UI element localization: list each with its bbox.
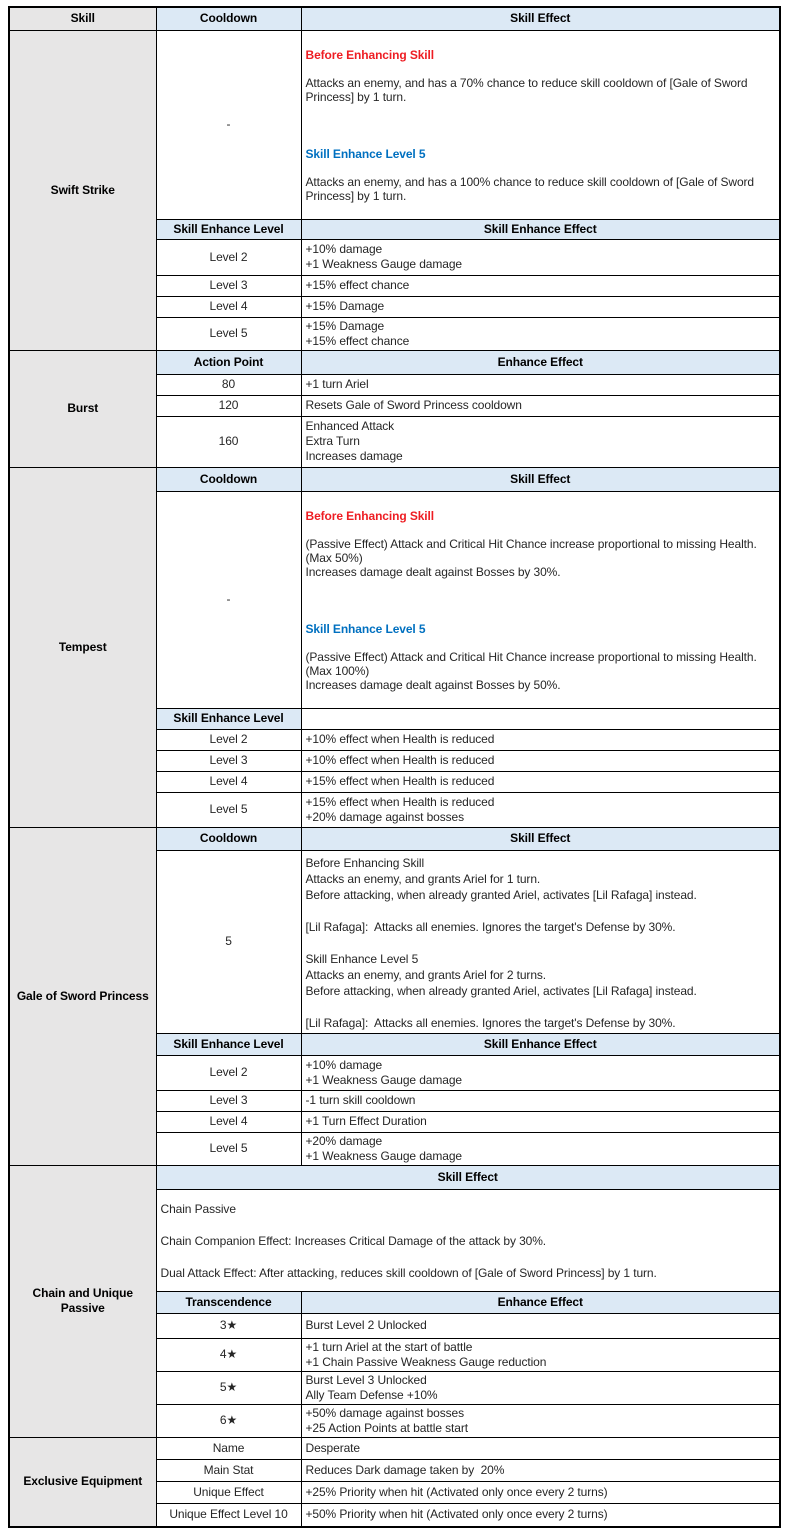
exclusive-value: +50% Priority when hit (Activated only once every 2 turns) <box>301 1503 780 1527</box>
before-enhancing-body: Attacks an enemy, and has a 70% chance to reduce skill cooldown of [Gale of Sword Princess] by 1 turn. <box>305 75 748 104</box>
burst-ap: 160 <box>156 416 301 467</box>
skill-name-exclusive-equipment: Exclusive Equipment <box>9 1437 156 1527</box>
chain-effect-cell: Chain Passive Chain Companion Effect: Increases Critical Damage of the attack by 30%. Dual Attack Effect: After attacking, reduces skill cooldown of [Gale of Sword Princess] by 1 turn. <box>156 1189 780 1291</box>
exclusive-value: Desperate <box>301 1437 780 1459</box>
chain-transcendence-header: Transcendence <box>156 1291 301 1313</box>
level-effect: +15% effect when Health is reduced +20% damage against bosses <box>301 792 780 827</box>
header-cooldown: Cooldown <box>156 7 301 30</box>
exclusive-label: Unique Effect <box>156 1481 301 1503</box>
swift-strike-effect-cell <box>301 30 780 219</box>
gale-enhance-level-header: Skill Enhance Level <box>156 1033 301 1055</box>
burst-ap: 120 <box>156 395 301 416</box>
level-label: Level 3 <box>156 275 301 296</box>
exclusive-label: Name <box>156 1437 301 1459</box>
exclusive-value: Reduces Dark damage taken by 20% <box>301 1459 780 1481</box>
gale-cooldown: 5 <box>156 850 301 1033</box>
burst-ap: 80 <box>156 374 301 395</box>
level-effect: +15% Damage <box>301 296 780 317</box>
chain-enhance-effect-header: Enhance Effect <box>301 1291 780 1313</box>
skill-name-swift-strike: Swift Strike <box>9 30 156 350</box>
skill-table <box>8 6 781 1528</box>
swift-strike-effect-row <box>9 30 780 219</box>
enhance-level5-body: Attacks an enemy, and has a 100% chance to reduce skill cooldown of [Gale of Sword Princess] by 1 turn. <box>305 174 755 203</box>
exclusive-label: Unique Effect Level 10 <box>156 1503 301 1527</box>
tempest-header-row <box>9 467 780 491</box>
level-label: Level 3 <box>156 750 301 771</box>
level-effect: +1 Turn Effect Duration <box>301 1111 780 1132</box>
level-effect: +15% effect chance <box>301 275 780 296</box>
enhance-level5-body: (Passive Effect) Attack and Critical Hit Chance increase proportional to missing Health. (Max 100%) Increases damage dealt against Bosses by 50%. <box>305 649 757 692</box>
transcendence-star: 4★ <box>156 1338 301 1371</box>
transcendence-star: 3★ <box>156 1313 301 1338</box>
exclusive-label: Main Stat <box>156 1459 301 1481</box>
skill-name-chain: Chain and Unique Passive <box>9 1165 156 1437</box>
transcendence-star: 6★ <box>156 1404 301 1437</box>
header-skill-effect: Skill Effect <box>301 7 780 30</box>
tempest-enhance-effect-header-empty <box>301 708 780 729</box>
tempest-cooldown: - <box>156 491 301 708</box>
skill-name-burst: Burst <box>9 350 156 467</box>
level-effect: +20% damage +1 Weakness Gauge damage <box>301 1132 780 1165</box>
tempest-skill-effect-header: Skill Effect <box>301 467 780 491</box>
before-enhancing-title: Before Enhancing Skill <box>305 47 434 62</box>
paragraph-spacer <box>306 118 776 133</box>
chain-header-row <box>9 1165 780 1189</box>
burst-effect: Resets Gale of Sword Princess cooldown <box>301 395 780 416</box>
level-label: Level 4 <box>156 1111 301 1132</box>
burst-effect: +1 turn Ariel <box>301 374 780 395</box>
tempest-effect-cell <box>301 491 780 708</box>
header-skill: Skill <box>9 7 156 30</box>
gale-header-row <box>9 827 780 850</box>
level-effect: +10% damage +1 Weakness Gauge damage <box>301 239 780 275</box>
paragraph-spacer <box>306 593 776 608</box>
before-enhancing-body: (Passive Effect) Attack and Critical Hit Chance increase proportional to missing Health. (Max 50%) Increases damage dealt against Bosses by 30%. <box>305 536 757 579</box>
enhance-level5-title: Skill Enhance Level 5 <box>305 621 426 636</box>
level-label: Level 5 <box>156 1132 301 1165</box>
before-enhancing-title: Before Enhancing Skill <box>305 508 434 523</box>
skill-name-gale: Gale of Sword Princess <box>9 827 156 1165</box>
gale-skill-effect-header: Skill Effect <box>301 827 780 850</box>
chain-skill-effect-header: Skill Effect <box>156 1165 780 1189</box>
gale-effect-cell: Before Enhancing Skill Attacks an enemy, and grants Ariel for 1 turn. Before attacking, when already granted Ariel, activates [Lil Rafaga] instead. [Lil Rafaga]: Attacks all enemies. Ignores the target's Defense by 30%. Skill Enhance Level 5 Attacks an enemy, and grants Ariel for 2 turns. Before attacking, when already granted Ariel, activates [Lil Rafaga] instead. [Lil Rafaga]: Attacks all enemies. Ignores the target's Defense by 30%. <box>301 850 780 1033</box>
level-label: Level 4 <box>156 296 301 317</box>
level-label: Level 2 <box>156 729 301 750</box>
level-label: Level 3 <box>156 1090 301 1111</box>
tempest-cooldown-header: Cooldown <box>156 467 301 491</box>
level-effect: +15% effect when Health is reduced <box>301 771 780 792</box>
transcendence-star: 5★ <box>156 1371 301 1404</box>
swift-enhance-level-header: Skill Enhance Level <box>156 219 301 239</box>
exclusive-row <box>9 1437 780 1459</box>
burst-action-point-header: Action Point <box>156 350 301 374</box>
skill-name-tempest: Tempest <box>9 467 156 827</box>
burst-effect: Enhanced Attack Extra Turn Increases damage <box>301 416 780 467</box>
transcendence-effect: +1 turn Ariel at the start of battle +1 Chain Passive Weakness Gauge reduction <box>301 1338 780 1371</box>
level-label: Level 5 <box>156 317 301 350</box>
level-label: Level 2 <box>156 239 301 275</box>
transcendence-effect: Burst Level 2 Unlocked <box>301 1313 780 1338</box>
level-effect: +10% damage +1 Weakness Gauge damage <box>301 1055 780 1090</box>
gale-enhance-effect-header: Skill Enhance Effect <box>301 1033 780 1055</box>
transcendence-effect: Burst Level 3 Unlocked Ally Team Defense +10% <box>301 1371 780 1404</box>
enhance-level5-title: Skill Enhance Level 5 <box>305 146 426 161</box>
level-label: Level 5 <box>156 792 301 827</box>
swift-enhance-effect-header: Skill Enhance Effect <box>301 219 780 239</box>
table-header-row <box>9 7 780 30</box>
exclusive-value: +25% Priority when hit (Activated only once every 2 turns) <box>301 1481 780 1503</box>
gale-cooldown-header: Cooldown <box>156 827 301 850</box>
burst-header-row <box>9 350 780 374</box>
level-effect: -1 turn skill cooldown <box>301 1090 780 1111</box>
level-effect: +10% effect when Health is reduced <box>301 729 780 750</box>
tempest-enhance-level-header: Skill Enhance Level <box>156 708 301 729</box>
level-effect: +10% effect when Health is reduced <box>301 750 780 771</box>
swift-strike-cooldown: - <box>156 30 301 219</box>
level-effect: +15% Damage +15% effect chance <box>301 317 780 350</box>
level-label: Level 2 <box>156 1055 301 1090</box>
level-label: Level 4 <box>156 771 301 792</box>
transcendence-effect: +50% damage against bosses +25 Action Points at battle start <box>301 1404 780 1437</box>
burst-enhance-effect-header: Enhance Effect <box>301 350 780 374</box>
